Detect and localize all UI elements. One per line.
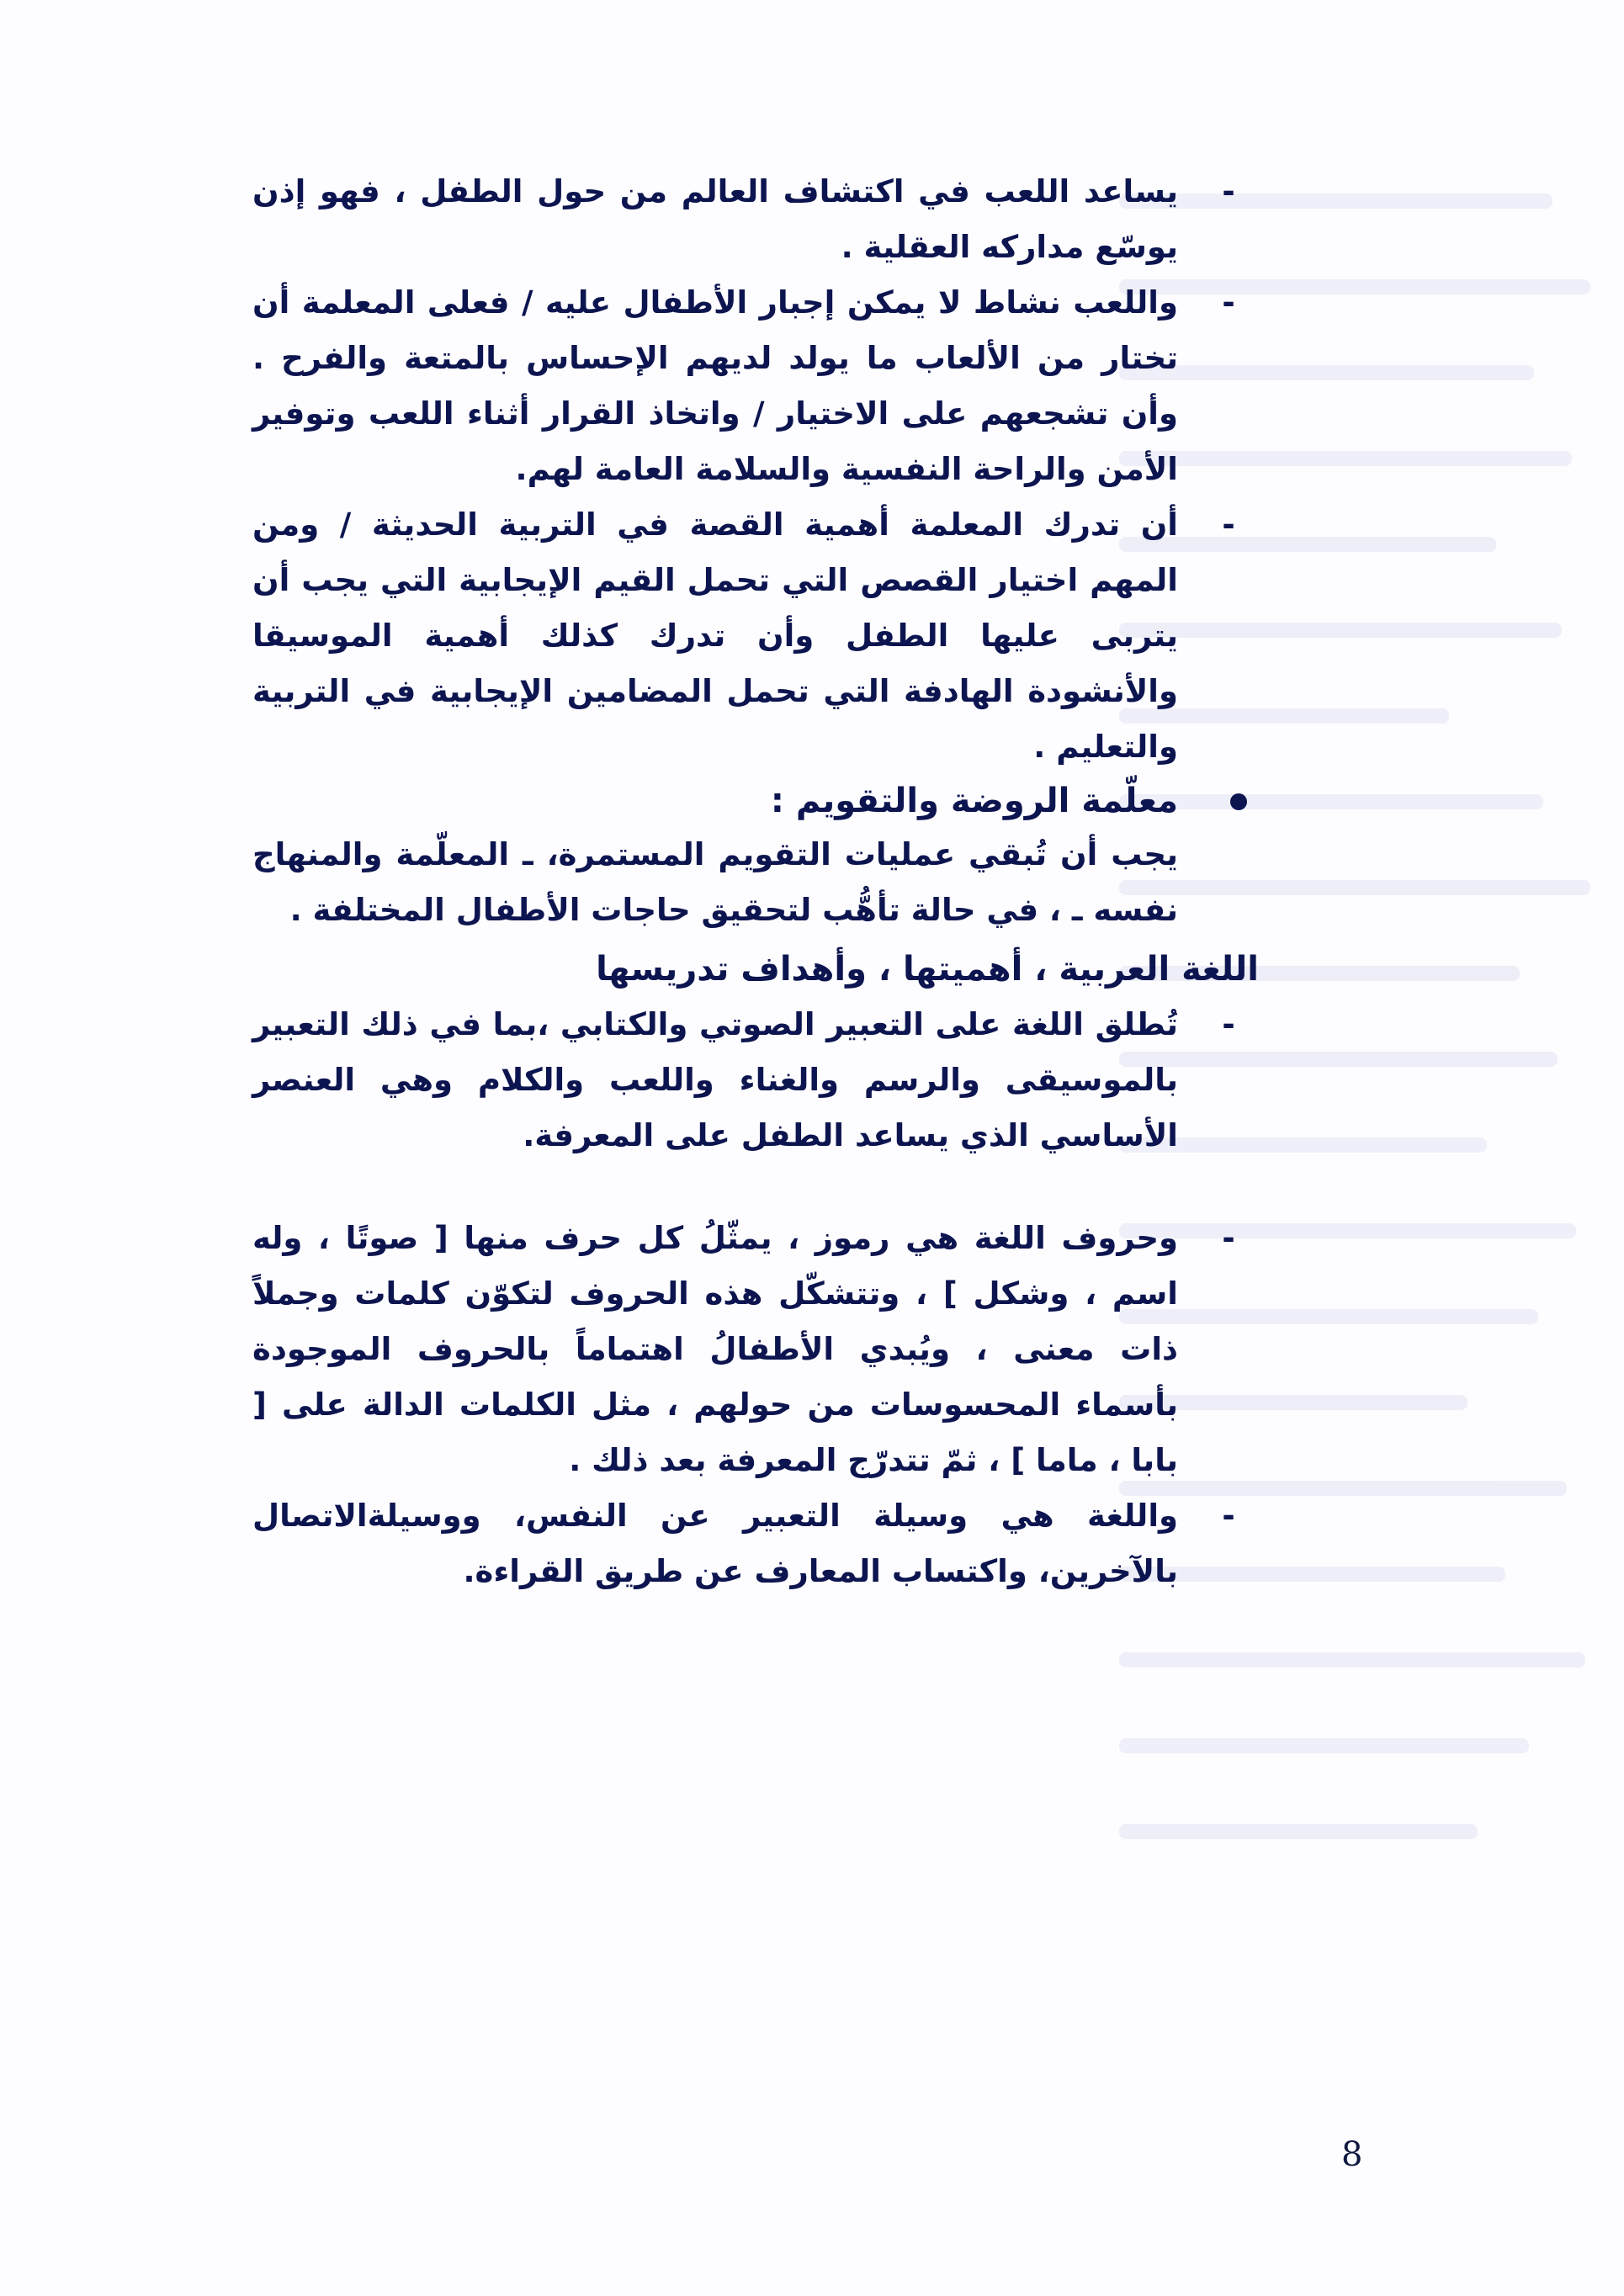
- list-item-text: يساعد اللعب في اكتشاف العالم من حول الطفل ، فهو إذن يوسّع مداركه العقلية .: [252, 173, 1178, 265]
- page-number: 8: [1341, 2135, 1363, 2174]
- dash-bullet: -: [1222, 1498, 1235, 1534]
- list-item-text: وحروف اللغة هي رموز ، يمثّلُ كل حرف منها [ صوتًا ، وله اسم ، وشكل ] ، وتتشكّل هذه الحروف لتكوّن كلمات وجملاً ذات معنى ، ويُبدي الأطفالُ اهتماماً بالحروف الموجودة بأسماء المحسوسات من حولهم ، مثل الكلمات الدالة على [ بابا ، ماما ] ، ثمّ تتدرّج المعرفة بعد ذلك .: [252, 1220, 1178, 1478]
- dash-bullet: -: [1222, 1220, 1235, 1256]
- list-item: [252, 497, 1254, 775]
- list-item-text: واللغة هي وسيلة التعبير عن النفس، ووسيلةالاتصال بالآخرين، واكتساب المعارف عن طريق القراءة.: [252, 1498, 1178, 1589]
- dot-bullet-icon: [1230, 793, 1247, 810]
- evaluation-heading: [252, 775, 1254, 827]
- list-item-text: واللعب نشاط لا يمكن إجبار الأطفال عليه / فعلى المعلمة أن تختار من الألعاب ما يولد لديهم الإحساس بالمتعة والفرح . وأن تشجعهم على الاختيار / واتخاذ القرار أثناء اللعب وتوفير الأمن والراحة النفسية والسلامة العامة لهم.: [252, 284, 1178, 487]
- list-item: [252, 164, 1254, 275]
- list-item: [252, 997, 1254, 1164]
- list-item: [252, 1211, 1254, 1488]
- dash-bullet: -: [1222, 284, 1235, 321]
- list-item: [252, 1488, 1254, 1599]
- dash-bullet: -: [1222, 506, 1235, 543]
- evaluation-heading-text: معلّمة الروضة والتقويم :: [770, 782, 1178, 820]
- list-item-text: أن تدرك المعلمة أهمية القصة في التربية الحديثة / ومن المهم اختيار القصص التي تحمل القيم الإيجابية التي يجب أن يتربى عليها الطفل وأن تدرك كذلك أهمية الموسيقا والأنشودة الهادفة التي تحمل المضامين الإيجابية في التربية والتعليم .: [252, 506, 1178, 765]
- evaluation-body: يجب أن تُبقي عمليات التقويم المستمرة، ـ المعلّمة والمنهاج نفسه ـ ، في حالة تأهُّب لتحقيق حاجات الأطفال المختلفة .: [252, 836, 1178, 928]
- page-content: [252, 164, 1259, 1599]
- list-item-text: تُطلق اللغة على التعبير الصوتي والكتابي ،بما في ذلك التعبير بالموسيقى والرسم والغناء واللعب والكلام وهي العنصر الأساسي الذي يساعد الطفل على المعرفة.: [252, 1006, 1178, 1153]
- list-item: [252, 275, 1254, 497]
- dash-bullet: -: [1222, 1006, 1235, 1042]
- section-title: اللغة العربية ، أهميتها ، وأهداف تدريسها: [596, 950, 1259, 989]
- dash-bullet: -: [1222, 173, 1235, 209]
